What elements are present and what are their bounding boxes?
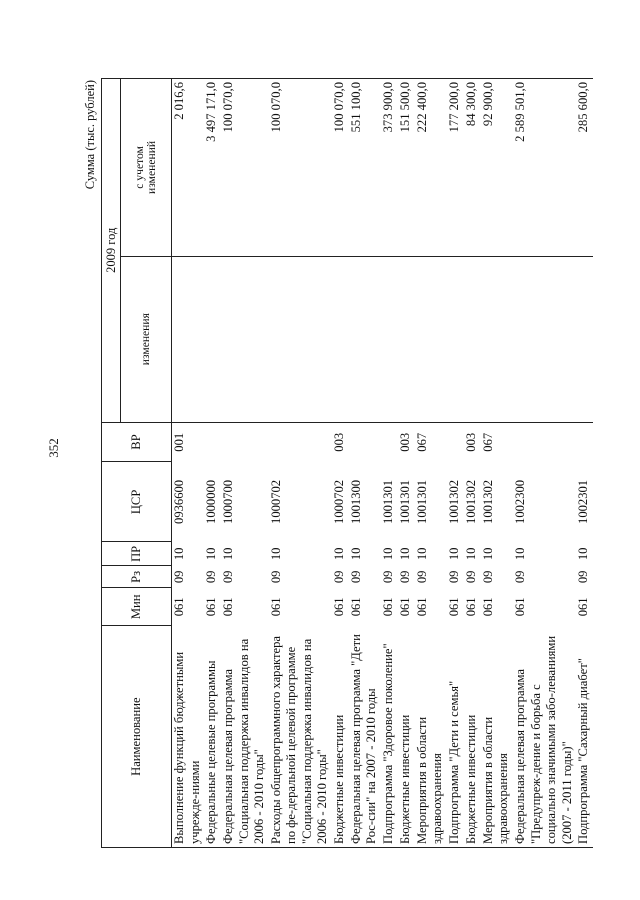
cell-pr: 10 — [463, 547, 478, 561]
cell-rz: 09 — [480, 570, 495, 584]
cell-name: Федеральные целевые программы — [204, 626, 221, 848]
cell-csr: 1000702 — [268, 479, 283, 524]
cell-name: Бюджетные инвестиции — [332, 626, 349, 848]
cell-vr: 001 — [172, 432, 186, 452]
cell-pr: 10 — [381, 547, 396, 561]
cell-min: 061 — [513, 597, 528, 617]
cell-vr — [447, 422, 464, 462]
cell-min: 061 — [268, 597, 283, 617]
table-row — [332, 79, 349, 848]
cell-total: 222 400,0 — [415, 79, 447, 257]
cell-total: 100 070,0 — [332, 79, 349, 257]
cell-name: Бюджетные инвестиции — [398, 626, 415, 848]
cell-total: 551 100,0 — [349, 79, 381, 257]
table-row — [269, 79, 332, 848]
cell-total: 100 070,0 — [221, 79, 269, 257]
cell-total: 2 589 501,0 — [513, 79, 576, 257]
cell-change — [381, 256, 398, 422]
cell-change — [415, 256, 447, 422]
table-row — [513, 79, 576, 848]
table-row — [398, 79, 415, 848]
cell-min: 061 — [398, 597, 413, 617]
header-with-change — [121, 79, 172, 257]
cell-min: 061 — [463, 597, 478, 617]
cell-min: 061 — [348, 597, 363, 617]
sum-caption: Сумма (тыс. рублей) — [83, 80, 97, 190]
cell-rz: 09 — [204, 570, 219, 584]
cell-vr — [269, 422, 332, 462]
cell-change — [447, 256, 464, 422]
cell-vr — [513, 422, 576, 462]
cell-name: Подпрограмма "Дети и семья" — [447, 626, 464, 848]
cell-change — [204, 256, 221, 422]
cell-csr: 1001302 — [480, 479, 495, 524]
cell-vr: 067 — [480, 432, 495, 452]
cell-min: 061 — [447, 597, 462, 617]
cell-name: Расходы общепрограммного характера по фе-деральной целевой программе "Социальная поддержка инвалидов на 2006 - 2010 годы" — [269, 626, 332, 848]
cell-pr: 10 — [221, 547, 236, 561]
header-name: Наименование — [102, 626, 172, 848]
cell-total: 2 016,6 — [172, 79, 205, 257]
cell-csr: 1001302 — [463, 479, 478, 524]
cell-min: 061 — [221, 597, 236, 617]
header-year: 2009 год — [102, 79, 121, 423]
table-row — [447, 79, 464, 848]
table-row — [221, 79, 269, 848]
budget-table — [101, 78, 593, 848]
cell-change — [481, 256, 513, 422]
cell-total: 3 497 171,0 — [204, 79, 221, 257]
cell-csr: 1001301 — [398, 479, 413, 524]
header-min: Мин — [102, 588, 172, 626]
cell-vr — [204, 422, 221, 462]
table-row — [576, 79, 593, 848]
header-rz: Рз — [102, 566, 172, 588]
cell-min: 061 — [172, 597, 186, 617]
cell-total: 84 300,0 — [464, 79, 481, 257]
cell-vr — [221, 422, 269, 462]
cell-change — [172, 256, 205, 422]
cell-change — [464, 256, 481, 422]
table-row — [204, 79, 221, 848]
cell-total: 151 500,0 — [398, 79, 415, 257]
cell-pr: 10 — [513, 547, 528, 561]
cell-pr: 10 — [268, 547, 283, 561]
table-row — [415, 79, 447, 848]
cell-rz: 09 — [398, 570, 413, 584]
table-body — [172, 79, 594, 848]
cell-pr: 10 — [576, 547, 591, 561]
cell-csr: 1002301 — [576, 479, 591, 524]
cell-name: Мероприятия в области здравоохранения — [415, 626, 447, 848]
cell-change — [349, 256, 381, 422]
cell-change — [513, 256, 576, 422]
cell-min: 061 — [204, 597, 219, 617]
cell-name: Федеральная целевая программа "Дети Рос-сии" на 2007 - 2010 годы — [349, 626, 381, 848]
cell-name: Подпрограмма "Здоровое поколение" — [381, 626, 398, 848]
cell-change — [269, 256, 332, 422]
cell-csr: 1001301 — [381, 479, 396, 524]
cell-pr: 10 — [348, 547, 363, 561]
cell-change — [398, 256, 415, 422]
cell-total: 100 070,0 — [269, 79, 332, 257]
cell-vr — [349, 422, 381, 462]
cell-pr: 10 — [414, 547, 429, 561]
cell-pr: 10 — [332, 547, 347, 561]
table-row — [381, 79, 398, 848]
cell-name: Выполнение функций бюджетными учрежде-ниями — [172, 626, 205, 848]
cell-csr: 1000702 — [332, 479, 347, 524]
cell-name: Мероприятия в области здравоохранения — [481, 626, 513, 848]
cell-csr: 1001300 — [348, 479, 363, 524]
cell-rz: 09 — [381, 570, 396, 584]
cell-pr: 10 — [398, 547, 413, 561]
cell-min: 061 — [332, 597, 347, 617]
cell-vr: 003 — [332, 432, 347, 452]
cell-change — [332, 256, 349, 422]
page-number: 352 — [46, 438, 61, 458]
cell-rz: 09 — [348, 570, 363, 584]
cell-csr: 1001301 — [414, 479, 429, 524]
cell-min: 061 — [381, 597, 396, 617]
cell-rz: 09 — [332, 570, 347, 584]
cell-change — [576, 256, 593, 422]
cell-name: Бюджетные инвестиции — [464, 626, 481, 848]
cell-change — [221, 256, 269, 422]
table-row — [464, 79, 481, 848]
header-vr: ВР — [102, 422, 172, 462]
cell-rz: 09 — [268, 570, 283, 584]
cell-name: Федеральная целевая программа "Социальная поддержка инвалидов на 2006 - 2010 годы" — [221, 626, 269, 848]
cell-min: 061 — [480, 597, 495, 617]
cell-total: 177 200,0 — [447, 79, 464, 257]
cell-vr — [576, 422, 593, 462]
cell-total: 285 600,0 — [576, 79, 593, 257]
cell-csr: 1001302 — [447, 479, 462, 524]
cell-rz: 09 — [513, 570, 528, 584]
cell-rz: 09 — [414, 570, 429, 584]
cell-total: 92 900,0 — [481, 79, 513, 257]
cell-vr: 003 — [463, 432, 478, 452]
header-pr: ПР — [102, 542, 172, 566]
budget-table-sheet — [83, 78, 603, 848]
cell-rz: 09 — [463, 570, 478, 584]
cell-rz: 09 — [576, 570, 591, 584]
cell-name: Федеральная целевая программа "Предупреж-дение и борьба с социально значимыми забо-леваниями (2007 - 2011 годы)" — [513, 626, 576, 848]
table-row — [172, 79, 205, 848]
table-row — [481, 79, 513, 848]
cell-vr — [381, 422, 398, 462]
cell-min: 061 — [576, 597, 591, 617]
cell-csr: 1000000 — [204, 479, 219, 524]
cell-pr: 10 — [172, 547, 186, 561]
header-csr: ЦСР — [102, 462, 172, 542]
cell-csr: 1000700 — [221, 479, 236, 524]
cell-vr: 067 — [414, 432, 429, 452]
header-with-change-label: с учетом изменений — [133, 140, 158, 194]
cell-pr: 10 — [204, 547, 219, 561]
table-row — [349, 79, 381, 848]
header-change: изменения — [121, 256, 172, 422]
cell-rz: 09 — [447, 570, 462, 584]
cell-pr: 10 — [480, 547, 495, 561]
cell-min: 061 — [414, 597, 429, 617]
cell-csr: 1002300 — [513, 479, 528, 524]
cell-csr: 0936600 — [172, 479, 186, 524]
cell-name: Подпрограмма "Сахарный диабет" — [576, 626, 593, 848]
cell-total: 373 900,0 — [381, 79, 398, 257]
cell-rz: 09 — [221, 570, 236, 584]
cell-vr: 003 — [398, 432, 413, 452]
cell-pr: 10 — [447, 547, 462, 561]
cell-rz: 09 — [172, 570, 186, 584]
